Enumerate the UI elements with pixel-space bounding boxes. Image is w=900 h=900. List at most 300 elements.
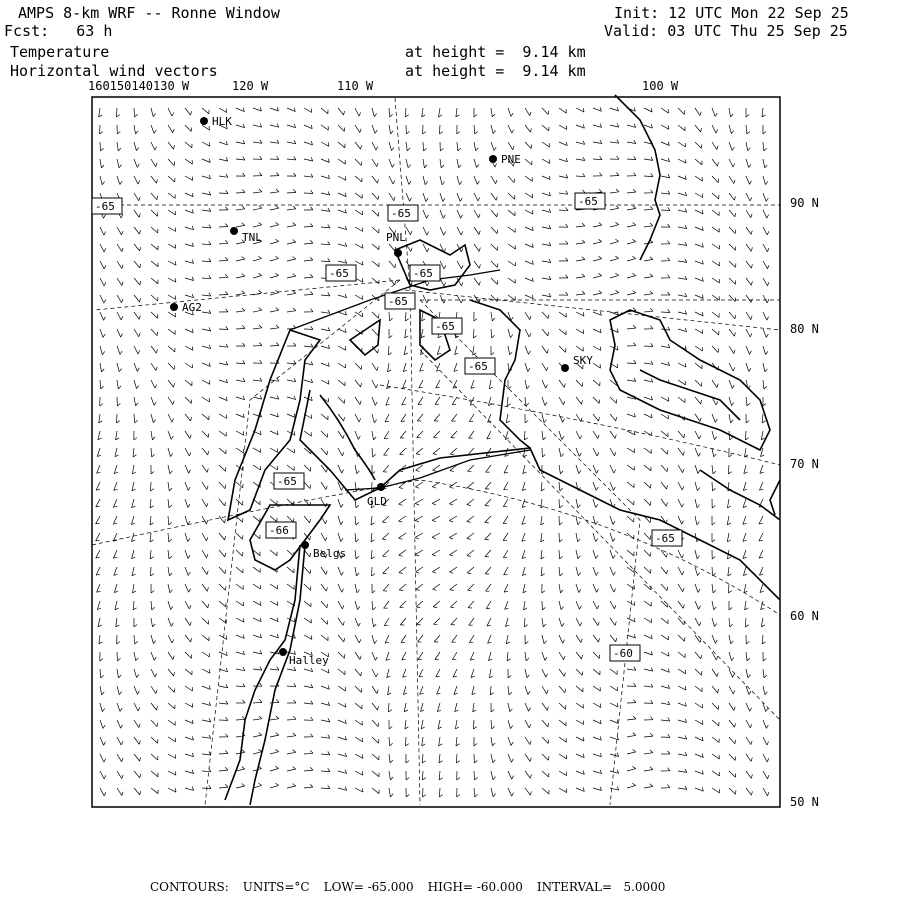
wind-barb <box>236 293 245 295</box>
wind-barb-flag <box>766 181 768 184</box>
wind-barb <box>695 312 703 316</box>
wind-barb <box>219 703 228 704</box>
wind-barb-flag <box>461 282 463 286</box>
wind-barb <box>542 363 547 371</box>
wind-barb-flag <box>376 673 378 677</box>
wind-barb-flag <box>440 148 443 151</box>
wind-barb-flag <box>699 435 701 439</box>
wind-barb <box>185 737 194 740</box>
wind-barb <box>474 227 479 235</box>
wind-barb-flag <box>751 774 752 778</box>
wind-barb <box>372 125 375 133</box>
wind-barb-flag <box>275 273 278 275</box>
wind-barb <box>134 210 139 217</box>
wind-barb-flag <box>547 350 548 354</box>
wind-barb <box>338 533 341 542</box>
wind-barb-flag <box>372 472 375 475</box>
wind-barb-flag <box>511 317 513 320</box>
wind-barb-flag <box>712 523 715 526</box>
wind-barb <box>559 329 566 335</box>
wind-barb <box>421 329 423 338</box>
wind-barb <box>644 125 652 128</box>
contour-label-text: -65 <box>468 360 488 373</box>
wind-barb <box>185 516 188 525</box>
wind-barb <box>132 550 134 559</box>
wind-barb-flag <box>700 639 701 643</box>
wind-barb <box>508 176 514 183</box>
wind-barb <box>202 210 211 211</box>
wind-barb <box>419 380 423 388</box>
coast-greenland-tip <box>615 95 660 260</box>
wind-barb-flag <box>545 402 547 405</box>
wind-barb <box>117 346 120 355</box>
wind-barb <box>542 635 544 644</box>
wind-barb-flag <box>140 281 141 285</box>
wind-barb <box>744 584 746 593</box>
wind-barb-flag <box>650 784 653 787</box>
wind-barb <box>321 414 328 420</box>
wind-barb-flag <box>474 760 477 763</box>
wind-barb-flag <box>151 574 154 576</box>
wind-barb-flag <box>427 232 429 236</box>
wind-barb <box>763 244 767 252</box>
wind-barb <box>304 567 310 574</box>
wind-barb <box>661 669 669 672</box>
wind-barb-flag <box>259 343 262 346</box>
wind-barb-flag <box>359 639 361 643</box>
wind-barb <box>236 719 245 720</box>
wind-barb <box>372 278 379 284</box>
wind-barb <box>455 346 457 355</box>
wind-barb-flag <box>326 587 327 591</box>
wind-barb <box>743 516 746 524</box>
wind-barb <box>523 465 525 474</box>
wind-barb <box>417 635 423 642</box>
wind-barb <box>712 431 715 440</box>
wind-barb-flag <box>207 469 208 473</box>
wind-barb-flag <box>275 239 278 241</box>
wind-barb <box>321 125 328 130</box>
wind-barb <box>355 125 360 133</box>
wind-barb <box>559 669 564 676</box>
wind-barb <box>100 737 104 745</box>
wind-barb-flag <box>751 316 752 320</box>
wind-barb-flag <box>104 282 106 286</box>
contour-label-text: -60 <box>613 647 633 660</box>
wind-barb-flag <box>122 792 123 796</box>
wind-barb-flag <box>548 111 549 115</box>
wind-barb-flag <box>508 676 511 679</box>
wind-barb-flag <box>139 214 140 218</box>
wind-barb <box>763 363 765 372</box>
wind-barb-flag <box>578 573 580 576</box>
wind-barb-flag <box>390 794 393 797</box>
wind-barb-flag <box>494 147 496 151</box>
wind-barb <box>729 397 732 406</box>
wind-barb <box>400 601 406 607</box>
wind-barb <box>355 142 361 149</box>
wind-barb <box>321 754 330 755</box>
wind-barb-flag <box>509 692 512 695</box>
wind-barb <box>559 686 565 693</box>
wind-barb-flag <box>310 784 313 787</box>
wind-barb <box>491 788 493 797</box>
wind-barb <box>559 635 563 643</box>
wind-barb <box>321 601 327 608</box>
wind-barb-flag <box>683 469 684 473</box>
wind-barb <box>542 771 549 777</box>
wind-barb <box>593 550 596 559</box>
wind-barb <box>541 516 542 525</box>
wind-barb <box>417 431 423 437</box>
wind-barb <box>485 499 491 506</box>
wind-barb <box>525 312 530 320</box>
wind-barb <box>508 295 515 300</box>
wind-barb <box>253 719 262 720</box>
wind-barb <box>236 618 244 622</box>
wind-barb-flag <box>226 717 228 720</box>
wind-barb-flag <box>750 181 752 185</box>
wind-barb <box>507 652 508 661</box>
wind-barb-flag <box>138 707 140 711</box>
wind-barb <box>117 754 122 762</box>
wind-barb-flag <box>530 316 531 320</box>
wind-barb <box>508 686 509 695</box>
wind-barb <box>406 142 407 151</box>
wind-barb-flag <box>154 130 156 133</box>
wind-barb-flag <box>433 607 437 608</box>
wind-barb <box>644 397 653 400</box>
wind-barb <box>253 192 262 193</box>
wind-barb <box>469 635 474 643</box>
wind-barb-flag <box>343 435 344 439</box>
wind-barb-flag <box>393 180 395 184</box>
wind-barb-flag <box>542 607 545 610</box>
wind-barb-flag <box>561 454 564 457</box>
wind-barb-flag <box>408 165 411 168</box>
wind-barb <box>763 312 767 320</box>
wind-barb-flag <box>578 539 581 542</box>
wind-barb-flag <box>475 777 478 780</box>
wind-barb-flag <box>496 197 497 201</box>
wind-barb <box>383 567 389 573</box>
wind-barb <box>559 584 561 593</box>
wind-barb <box>383 465 389 472</box>
wind-barb-flag <box>633 308 636 311</box>
wind-barb <box>151 142 155 150</box>
wind-barb <box>503 550 508 558</box>
wind-barb <box>236 108 244 112</box>
wind-barb <box>405 329 406 338</box>
wind-barb <box>678 244 687 246</box>
wind-barb <box>440 159 441 168</box>
wind-barb <box>627 276 636 278</box>
wind-barb <box>236 635 244 638</box>
wind-barb <box>453 669 457 677</box>
wind-barb <box>355 244 363 248</box>
wind-barb <box>678 669 686 674</box>
wind-barb-flag <box>137 368 139 372</box>
wind-barb <box>504 584 508 592</box>
wind-barb <box>202 278 211 279</box>
wind-barb <box>236 328 245 329</box>
wind-barb-flag <box>492 743 495 746</box>
wind-barb <box>610 771 619 773</box>
wind-barb <box>627 635 636 638</box>
wind-barb <box>743 533 746 541</box>
wind-barb <box>420 363 423 371</box>
wind-barb <box>467 533 474 538</box>
wind-barb-flag <box>615 622 616 626</box>
wind-barb <box>117 720 121 728</box>
wind-barb <box>644 465 651 471</box>
wind-barb-flag <box>139 741 140 745</box>
wind-barb-flag <box>441 165 444 168</box>
wind-barb-flag <box>732 674 734 678</box>
wind-barb <box>96 499 100 507</box>
wind-barb <box>542 431 543 440</box>
wind-barb <box>372 363 377 371</box>
wind-barb-flag <box>747 131 750 134</box>
wind-barb-flag <box>749 368 751 371</box>
wind-barb-flag <box>564 656 566 660</box>
wind-barb <box>387 669 389 678</box>
wind-barb-flag <box>734 196 735 200</box>
wind-barb <box>439 788 440 797</box>
wind-barb <box>304 584 311 590</box>
wind-barb-flag <box>399 521 403 522</box>
wind-barb-flag <box>614 589 616 593</box>
wind-barb <box>576 277 585 278</box>
wind-barb-flag <box>342 589 344 593</box>
wind-barb-flag <box>510 352 513 355</box>
wind-barb <box>542 397 545 406</box>
wind-barb <box>185 431 190 439</box>
wind-barb-flag <box>697 522 700 525</box>
wind-barb <box>746 142 748 151</box>
wind-barb <box>100 788 104 796</box>
wind-barb <box>355 635 359 643</box>
wind-barb-flag <box>399 488 403 489</box>
wind-barb <box>644 294 653 295</box>
wind-barb <box>450 448 457 454</box>
wind-barb-flag <box>137 674 139 677</box>
wind-barb <box>661 414 669 419</box>
wind-barb <box>644 346 653 347</box>
wind-barb <box>355 754 363 758</box>
wind-barb-flag <box>477 164 479 167</box>
wind-barb <box>382 533 389 539</box>
wind-barb <box>185 159 192 164</box>
wind-barb <box>576 533 578 542</box>
wind-barb <box>746 346 750 354</box>
wind-barb-flag <box>566 789 567 793</box>
wind-barb-flag <box>358 436 360 440</box>
wind-barb-flag <box>226 309 229 312</box>
wind-barb-flag <box>118 148 121 151</box>
wind-barb <box>304 482 310 489</box>
wind-barb <box>168 227 176 232</box>
wind-barb <box>440 210 443 218</box>
wind-barb <box>695 703 703 708</box>
wind-barb-flag <box>580 622 582 626</box>
wind-barb <box>236 550 243 556</box>
wind-barb-flag <box>276 206 279 209</box>
wind-barb <box>644 584 651 590</box>
wind-barb <box>321 227 330 228</box>
wind-barb-flag <box>713 488 716 491</box>
wind-barb <box>117 686 119 695</box>
wind-barb-flag <box>559 539 562 542</box>
wind-barb <box>134 397 136 406</box>
wind-barb <box>338 567 341 575</box>
wind-barb <box>695 108 700 116</box>
wind-barb <box>559 142 567 146</box>
wind-barb-flag <box>259 699 262 702</box>
wind-barb <box>304 618 311 623</box>
wind-barb <box>219 193 228 194</box>
wind-barb-flag <box>342 452 344 456</box>
wind-barb <box>473 703 474 712</box>
wind-barb-flag <box>427 215 429 219</box>
wind-barb <box>746 754 751 761</box>
wind-barb <box>114 567 117 575</box>
wind-barb <box>593 312 601 315</box>
wind-barb-flag <box>735 740 736 744</box>
wind-barb <box>746 210 751 218</box>
wind-barb-flag <box>170 590 173 593</box>
wind-barb <box>371 533 372 542</box>
wind-barb-flag <box>633 733 636 736</box>
wind-barb <box>270 669 279 670</box>
wind-barb <box>542 380 546 388</box>
wind-barb <box>219 753 228 754</box>
wind-barb <box>202 261 211 262</box>
wind-barb <box>185 397 191 403</box>
wind-barb <box>168 295 176 300</box>
wind-barb <box>133 584 135 593</box>
wind-barb <box>627 735 636 737</box>
wind-barb <box>151 601 152 610</box>
wind-barb-flag <box>390 760 393 763</box>
wind-barb-flag <box>732 147 734 150</box>
wind-barb-flag <box>450 487 454 488</box>
wind-barb-flag <box>356 522 359 525</box>
lon-label-160w: 160150140130 W <box>88 79 190 93</box>
wind-barb <box>559 159 568 162</box>
wind-barb <box>576 652 582 659</box>
wind-barb-flag <box>532 194 533 198</box>
wind-barb <box>168 142 174 149</box>
wind-barb-flag <box>548 315 549 319</box>
wind-barb <box>372 244 379 250</box>
wind-barb <box>610 275 619 278</box>
wind-barb <box>678 771 687 772</box>
wind-barb <box>491 108 492 117</box>
wind-barb-flag <box>751 791 752 795</box>
wind-barb <box>168 550 169 559</box>
wind-barb <box>236 499 243 505</box>
wind-barb <box>168 159 174 166</box>
wind-barb-flag <box>443 215 445 219</box>
wind-barb-flag <box>650 767 653 770</box>
wind-barb <box>387 380 389 389</box>
wind-barb <box>338 244 347 246</box>
wind-barb <box>219 397 227 401</box>
wind-barb-flag <box>276 343 279 346</box>
wind-barb <box>729 142 732 150</box>
wind-barb <box>593 737 601 740</box>
wind-barb-flag <box>294 700 297 703</box>
wind-barb <box>219 499 225 506</box>
wind-barb <box>627 259 636 261</box>
wind-barb-flag <box>666 553 667 557</box>
wind-barb-flag <box>767 231 769 235</box>
wind-barb-flag <box>427 282 429 286</box>
wind-barb <box>151 159 156 167</box>
wind-barb <box>270 142 279 143</box>
wind-barb-flag <box>361 162 362 166</box>
wind-barb <box>287 259 296 261</box>
wind-barb <box>433 584 440 589</box>
wind-barb <box>763 193 766 201</box>
wind-barb <box>695 771 703 774</box>
wind-barb-flag <box>716 401 718 405</box>
wind-barb <box>627 567 634 573</box>
wind-barb-flag <box>497 263 498 267</box>
wind-barb <box>236 786 245 788</box>
wind-barb <box>423 295 427 303</box>
wind-barb <box>437 346 440 355</box>
wind-barb <box>451 431 457 438</box>
wind-barb <box>727 516 729 525</box>
wind-barb <box>525 176 532 181</box>
wind-barb-flag <box>169 488 172 491</box>
wind-barb <box>627 618 635 622</box>
wind-barb <box>695 601 699 609</box>
wind-barb <box>253 310 262 312</box>
wind-barb-flag <box>101 386 104 389</box>
wind-barb <box>436 669 440 677</box>
wind-barb-flag <box>341 521 343 524</box>
wind-barb <box>168 618 171 626</box>
wind-barb <box>593 276 602 278</box>
wind-barb <box>454 686 457 695</box>
wind-barb-flag <box>599 189 602 192</box>
wind-barb <box>576 686 583 692</box>
wind-barb <box>661 601 668 607</box>
wind-barb <box>763 720 766 728</box>
wind-barb <box>150 550 151 559</box>
wind-barb <box>372 210 378 216</box>
wind-barb-flag <box>225 570 226 574</box>
wind-barb <box>355 550 356 559</box>
wind-barb <box>270 499 277 505</box>
wind-barb <box>168 567 169 576</box>
wind-barb-flag <box>260 156 262 159</box>
contour-legend <box>150 880 679 894</box>
wind-barb-flag <box>597 589 599 593</box>
wind-barb-flag <box>565 689 566 693</box>
wind-barb <box>488 397 491 406</box>
wind-barb <box>559 431 562 440</box>
wind-barb-flag <box>405 115 408 117</box>
wind-barb <box>695 142 701 148</box>
wind-barb <box>524 618 525 627</box>
wind-barb <box>185 669 192 675</box>
wind-barb-flag <box>514 179 515 183</box>
wind-barb <box>151 414 153 423</box>
